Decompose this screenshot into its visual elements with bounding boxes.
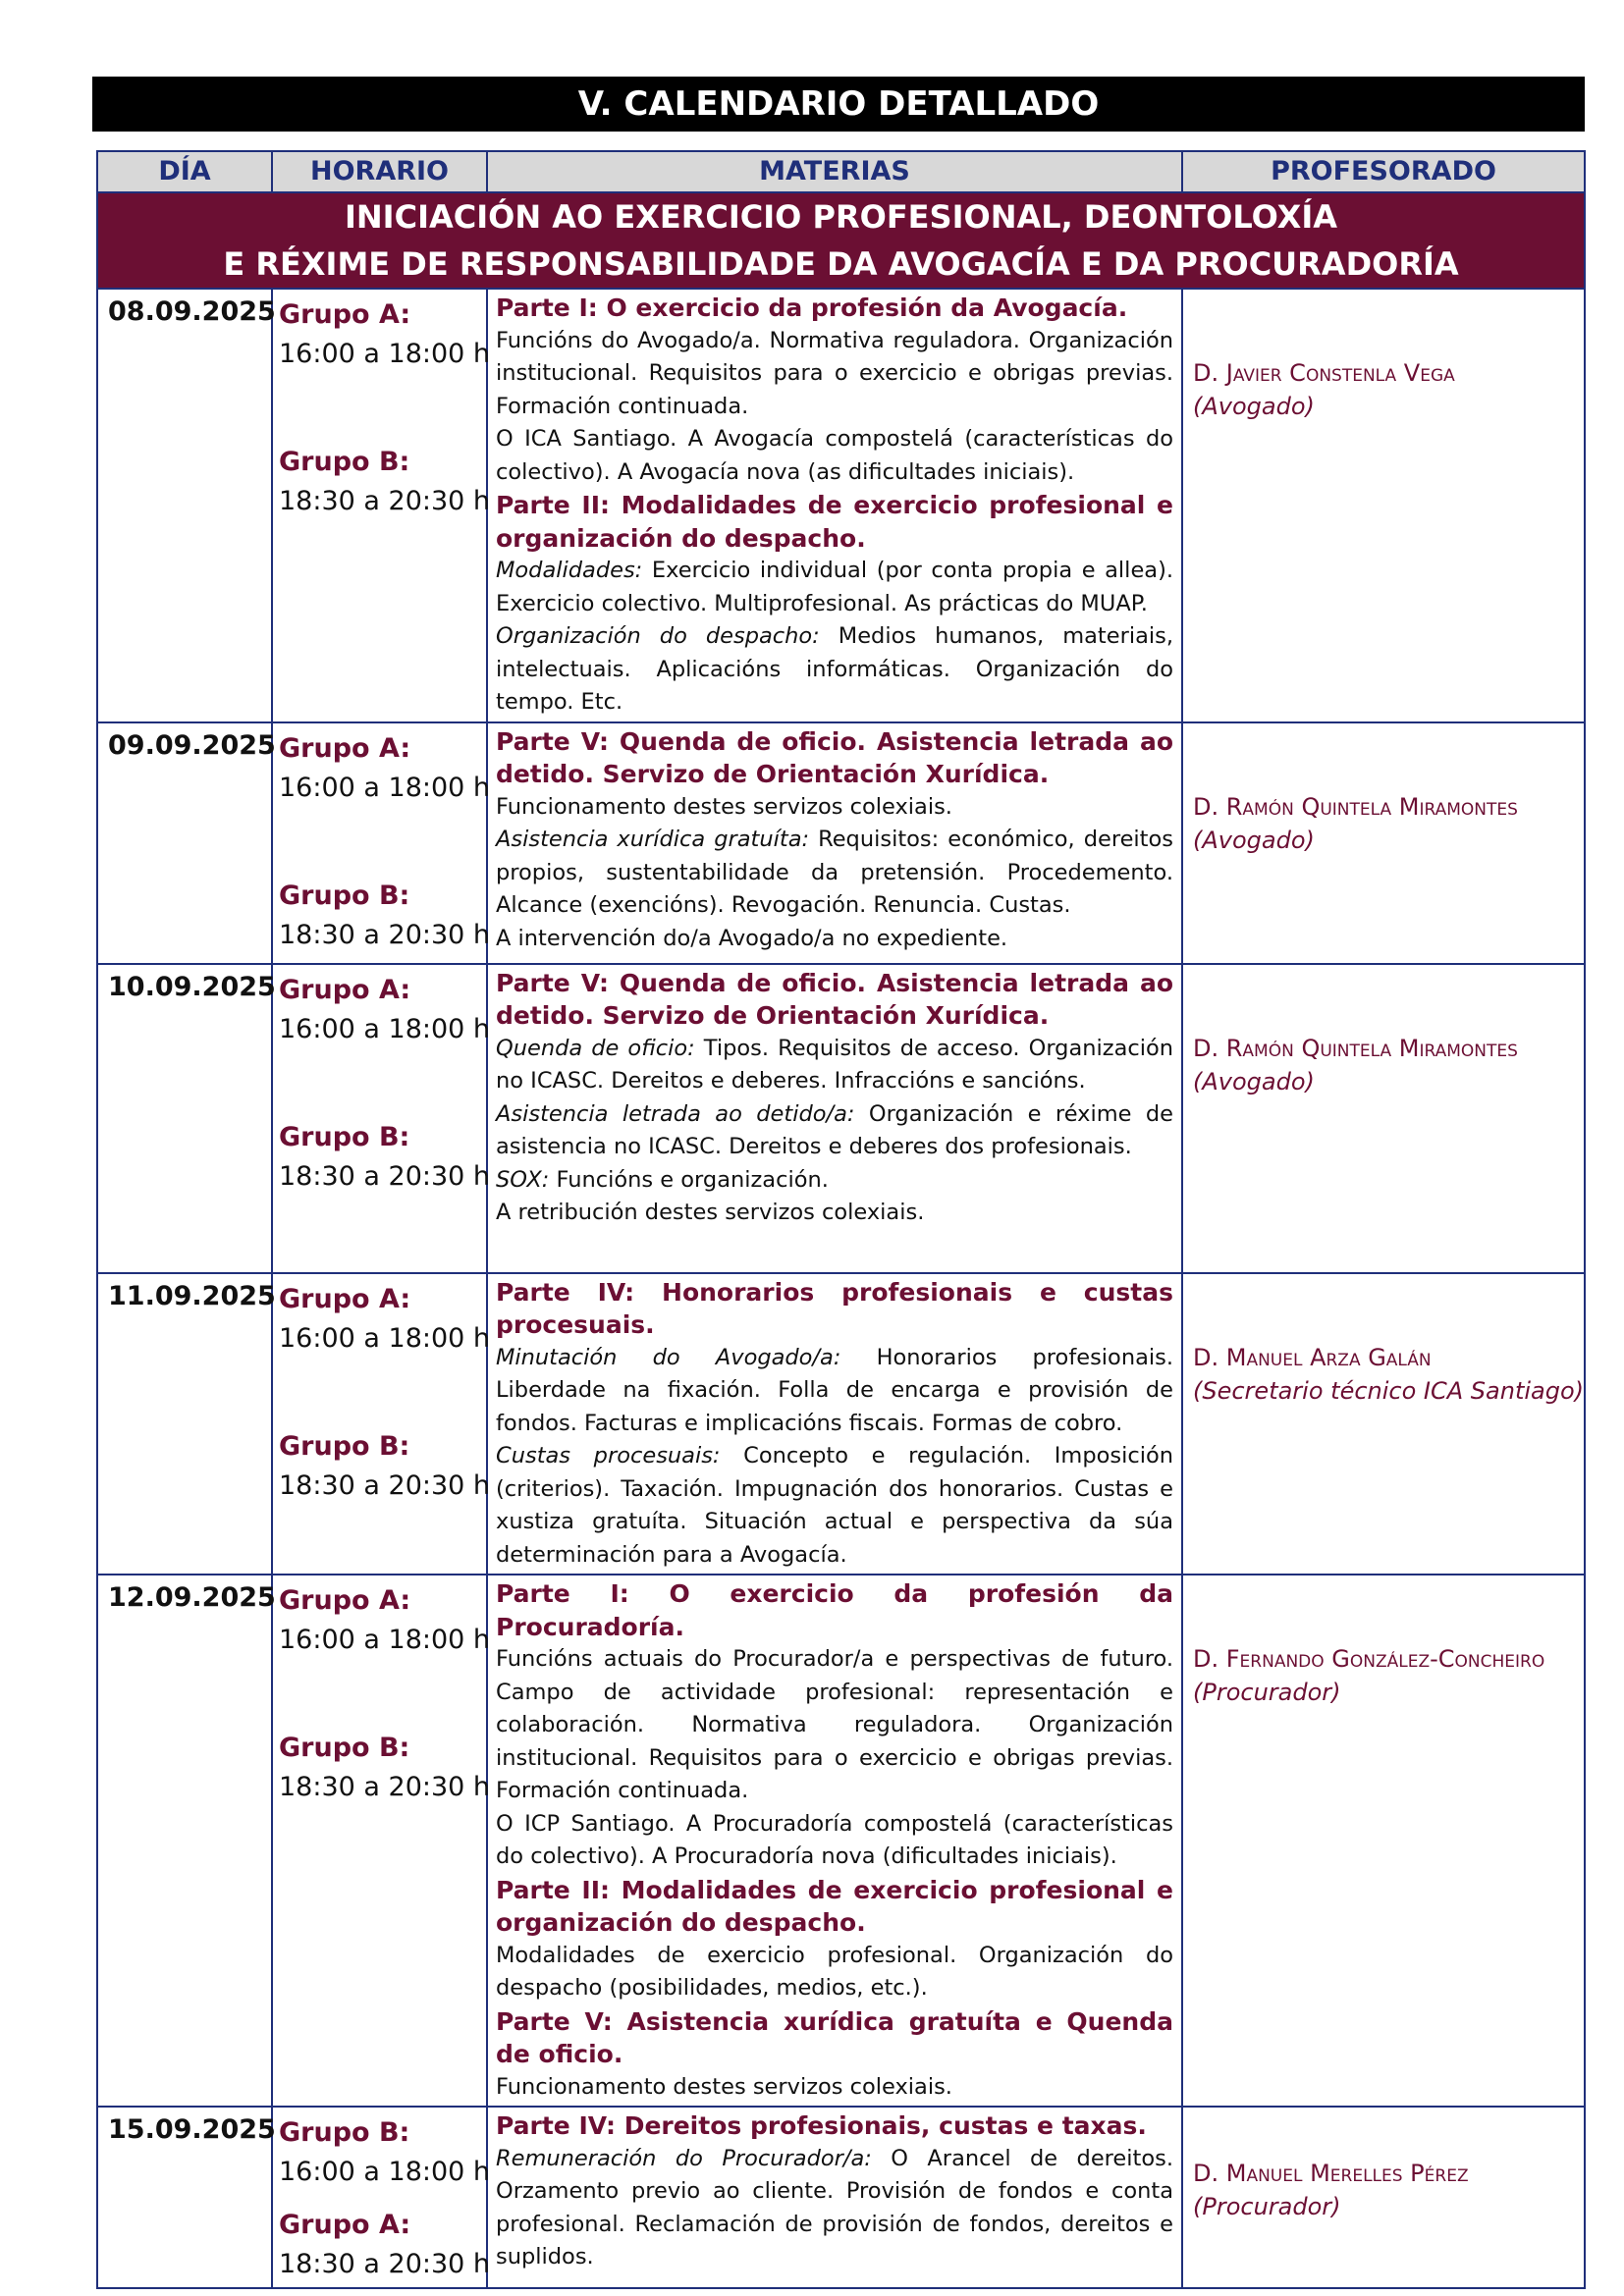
row-date: 08.09.2025 (97, 289, 272, 722)
subject-topic: Asistencia xurídica gratuíta: (496, 827, 810, 852)
row-schedule (272, 1273, 491, 1575)
row-schedule (272, 2107, 491, 2288)
table-row (97, 1273, 1585, 1575)
subject-text: Medios humanos, materiais, intelectuais. Aplicacións informáticas. Organización do tempo. Etc. (496, 623, 1173, 715)
subject-heading: Parte I: O exercicio da profesión da Avogacía. (496, 294, 1128, 322)
table-row (97, 289, 1585, 722)
subject-paragraph (496, 1033, 1173, 1098)
subject-topic: SOX: (496, 1166, 550, 1193)
professor-name: D. Manuel Arza Galán (1193, 1343, 1432, 1371)
professor-role: (Avogado) (1193, 1067, 1315, 1095)
section-row (97, 192, 1585, 289)
subject-heading: Parte II: Modalidades de exercicio profesional e organización do despacho. (496, 1875, 1173, 1937)
row-subjects (487, 1575, 1182, 2107)
group-1-time: 16:00 a 18:00 h (279, 772, 491, 803)
header-dia: DÍA (97, 151, 272, 192)
subject-text: A intervención do/a Avogado/a no expediente. (496, 925, 1008, 951)
subject-text: Modalidades de exercicio profesional. Organización do despacho (posibilidades, medios, etc.). (496, 1942, 1173, 2001)
subject-heading: Parte II: Modalidades de exercicio profesional e organización do despacho. (496, 491, 1173, 553)
subject-text: O ICP Santiago. A Procuradoría compostelá (características do colectivo). A Procuradoría nova (dificultades iniciais). (496, 1810, 1173, 1869)
row-professor (1182, 2107, 1585, 2288)
subject-heading: Parte IV: Dereitos profesionais, custas e taxas. (496, 2111, 1147, 2140)
group-2-time: 18:30 a 20:30 h (279, 919, 491, 950)
professor-role: (Procurador) (1193, 2193, 1341, 2220)
subject-text: O ICA Santiago. A Avogacía compostelá (características do colectivo). A Avogacía nova (as dificultades iniciais). (496, 426, 1173, 485)
group-2-time: 18:30 a 20:30 h (279, 2249, 491, 2279)
group-2-label: Grupo A: (279, 2210, 411, 2240)
group-1-label: Grupo A: (279, 1585, 411, 1616)
table-row (97, 964, 1585, 1273)
subject-heading: Parte V: Quenda de oficio. Asistencia letrada ao detido. Servizo de Orientación Xurídica. (496, 968, 1173, 1030)
group-1-time: 16:00 a 18:00 h (279, 1322, 491, 1354)
professor-name: D. Ramón Quintela Miramontes (1193, 1034, 1518, 1062)
row-subjects (487, 722, 1182, 964)
group-1-label: Grupo B: (279, 2117, 410, 2148)
subject-text: Exercicio individual (por conta propia e allea). Exercicio colectivo. Multiprofesional. As prácticas do MUAP. (496, 558, 1173, 616)
subject-topic: Modalidades: (496, 558, 643, 583)
row-schedule (272, 964, 491, 1273)
table-row (97, 2107, 1585, 2288)
subject-text: Funcións do Avogado/a. Normativa reguladora. Organización institucional. Requisitos para o exercicio e obrigas previas. Formación continuada. (496, 327, 1173, 419)
subject-heading: Parte IV: Honorarios profesionais e custas procesuais. (496, 1277, 1173, 1339)
row-date: 09.09.2025 (97, 722, 272, 964)
subject-text: Funcións e organización. (549, 1166, 829, 1193)
subject-text: Requisitos: económico, dereitos propios, sustentabilidade da pretensión. Procedemento. Alcance (exencións). Revogación. Renuncia. Custas. (496, 827, 1173, 918)
professor-role: (Avogado) (1193, 826, 1315, 854)
group-1-label: Grupo A: (279, 299, 411, 330)
subject-text: Funcionamento destes servizos colexiais. (496, 793, 952, 820)
subject-topic: Organización do despacho: (496, 623, 820, 649)
subject-text: O Arancel de dereitos. Orzamento previo ao cliente. Provisión de fondos e conta profesional. Reclamación de provisión de fondos, dereitos e suplidos. (496, 2145, 1173, 2269)
document-title: V. CALENDARIO DETALLADO (92, 77, 1585, 132)
subject-text: Funcións actuais do Procurador/a e perspectivas de futuro. Campo de actividade profesional: representación e colaboración. Normativa reguladora. Organización institucional. Requisitos para o exercicio e obrigas previas. Formación continuada. (496, 1646, 1173, 1803)
row-professor (1182, 289, 1585, 722)
section-title-line2: E RÉXIME DE RESPONSABILIDADE DA AVOGACÍA E DA PROCURADORÍA (223, 245, 1459, 283)
subject-paragraph (496, 1164, 1173, 1198)
professor-name: D. Javier Constenla Vega (1193, 359, 1455, 387)
subject-paragraph (496, 555, 1173, 620)
group-2-time: 18:30 a 20:30 h (279, 1469, 491, 1501)
subject-paragraph (496, 1342, 1173, 1441)
group-2-label: Grupo B: (279, 880, 410, 911)
group-1-label: Grupo A: (279, 732, 411, 764)
row-subjects (487, 289, 1182, 722)
subject-paragraph (496, 1440, 1173, 1572)
subject-heading: Parte I: O exercicio da profesión da Procuradoría. (496, 1579, 1173, 1641)
table-row (97, 1575, 1585, 2107)
row-date: 10.09.2025 (97, 964, 272, 1273)
group-2-time: 18:30 a 20:30 h (279, 486, 491, 516)
professor-role: (Avogado) (1193, 393, 1315, 420)
group-2-label: Grupo B: (279, 447, 410, 477)
subject-text: Concepto e regulación. Imposición (criterios). Taxación. Impugnación dos honorarios. Custas e xustiza gratuíta. Situación actual e perspectiva da súa determinación para a Avogacía. (496, 1443, 1173, 1568)
professor-role: (Procurador) (1193, 1679, 1341, 1706)
group-1-time: 16:00 a 18:00 h (279, 2157, 491, 2187)
subject-topic: Quenda de oficio: (496, 1035, 695, 1061)
professor-name: D. Manuel Merelles Pérez (1193, 2160, 1469, 2187)
row-schedule (272, 722, 491, 964)
subject-heading: Parte V: Quenda de oficio. Asistencia letrada ao detido. Servizo de Orientación Xurídica. (496, 726, 1173, 788)
calendar-table (96, 150, 1586, 2289)
professor-role: (Secretario técnico ICA Santiago) (1193, 1376, 1585, 1405)
group-2-label: Grupo B: (279, 1733, 410, 1763)
group-1-time: 16:00 a 18:00 h (279, 1013, 491, 1044)
subject-topic: Minutación do Avogado/a: (496, 1344, 841, 1370)
header-horario: HORARIO (272, 151, 487, 192)
row-subjects (487, 2107, 1182, 2288)
subject-text: Tipos. Requisitos de acceso. Organización no ICASC. Dereitos e deberes. Infraccións e sancións. (496, 1035, 1173, 1094)
subject-topic: Custas procesuais: (496, 1443, 721, 1468)
subject-topic: Asistencia letrada ao detido/a: (496, 1100, 855, 1127)
group-1-time: 16:00 a 18:00 h (279, 1625, 491, 1655)
row-subjects (487, 1273, 1182, 1575)
group-2-label: Grupo B: (279, 1430, 410, 1462)
group-1-label: Grupo A: (279, 1283, 411, 1314)
row-professor (1182, 722, 1585, 964)
group-2-time: 18:30 a 20:30 h (279, 1772, 491, 1802)
row-professor (1182, 1575, 1585, 2107)
subject-paragraph (496, 2143, 1173, 2274)
group-2-time: 18:30 a 20:30 h (279, 1160, 491, 1192)
row-professor (1182, 964, 1585, 1273)
row-schedule (272, 1575, 491, 2107)
group-1-time: 16:00 a 18:00 h (279, 339, 491, 369)
row-date: 11.09.2025 (97, 1273, 272, 1575)
table-row (97, 722, 1585, 964)
subject-paragraph (496, 1098, 1173, 1164)
group-2-label: Grupo B: (279, 1121, 410, 1152)
section-title-line1: INICIACIÓN AO EXERCICIO PROFESIONAL, DEONTOLOXÍA (344, 198, 1338, 236)
header-profesorado: PROFESORADO (1182, 151, 1585, 192)
row-subjects (487, 964, 1182, 1273)
subject-text: Honorarios profesionais. Liberdade na fixación. Folla de encarga e provisión de fondos. Facturas e implicacións fiscais. Formas de cobro. (496, 1344, 1173, 1436)
row-professor (1182, 1273, 1585, 1575)
subject-heading: Parte V: Asistencia xurídica gratuíta e Quenda de oficio. (496, 2006, 1173, 2068)
subject-paragraph (496, 824, 1173, 923)
table-header-row (97, 151, 1585, 192)
subject-paragraph (496, 620, 1173, 720)
subject-text: A retribución destes servizos colexiais. (496, 1200, 925, 1225)
group-1-label: Grupo A: (279, 974, 411, 1005)
professor-name: D. Ramón Quintela Miramontes (1193, 792, 1518, 821)
professor-name: D. Fernando González-Concheiro (1193, 1645, 1545, 1673)
subject-text: Funcionamento destes servizos colexiais. (496, 2073, 952, 2100)
section-title (97, 192, 1585, 289)
row-date: 15.09.2025 (97, 2107, 272, 2288)
subject-topic: Remuneración do Procurador/a: (496, 2145, 872, 2171)
subject-text: Organización e réxime de asistencia no ICASC. Dereitos e deberes dos profesionais. (496, 1100, 1174, 1159)
header-materias: MATERIAS (487, 151, 1182, 192)
row-schedule (272, 289, 491, 722)
row-date: 12.09.2025 (97, 1575, 272, 2107)
